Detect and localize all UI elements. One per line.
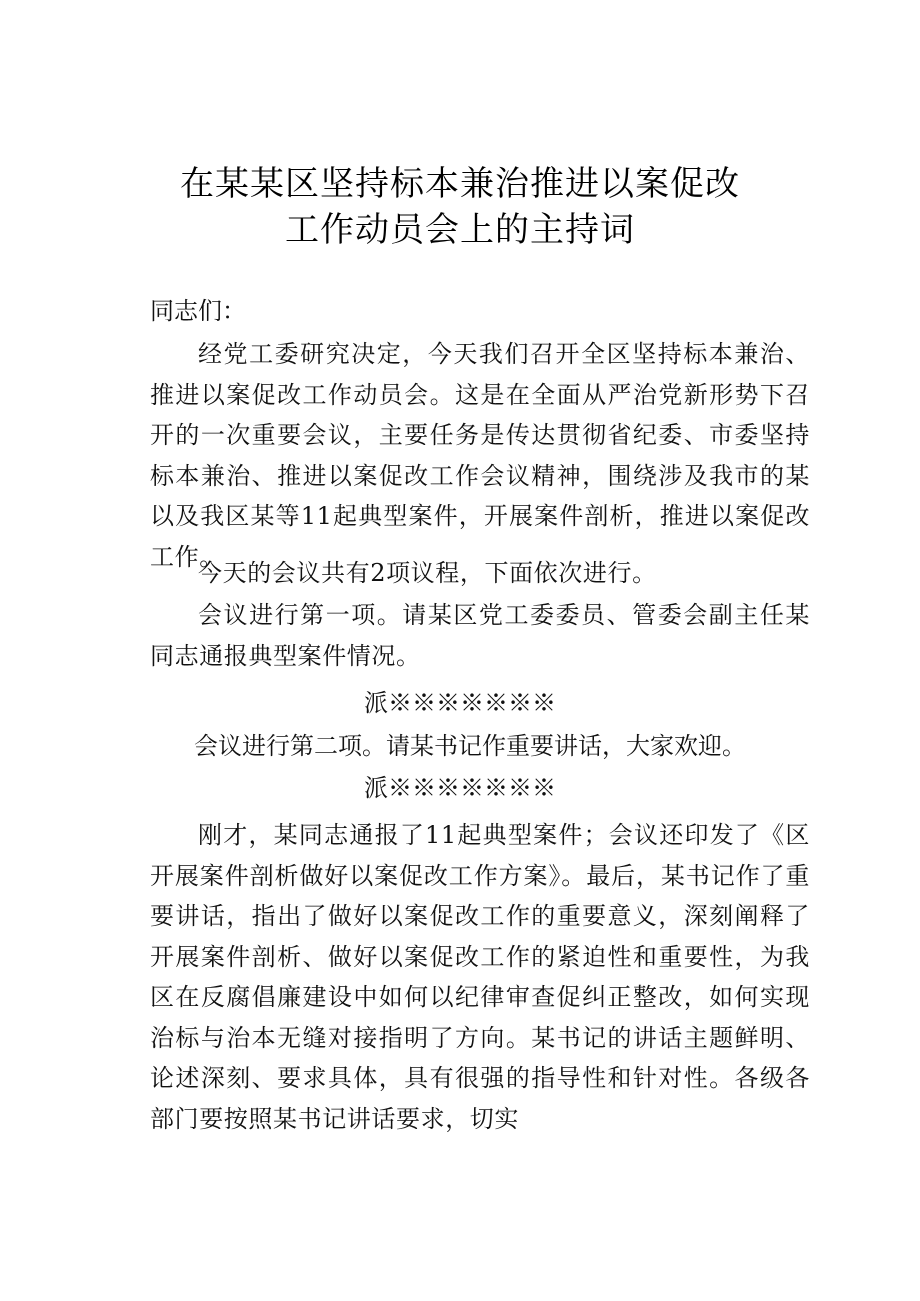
document-title-line-1: 在某某区坚持标本兼治推进以案促改: [180, 164, 740, 204]
salutation: 同志们：: [150, 297, 246, 325]
paragraph-item-one: 会议进行第一项。请某区党工委委员、管委会副主任某同志通报典型案件情况。: [150, 601, 810, 670]
paragraph-item-two: 会议进行第二项。请某书记作重要讲话，大家欢迎。: [194, 732, 746, 760]
paragraph-agenda: 今天的会议共有2项议程，下面依次进行。: [198, 559, 657, 587]
paragraph-opening: 经党工委研究决定，今天我们召开全区坚持标本兼治、推进以案促改工作动员会。这是在全面从严治党新形势下召开的一次重要会议，主要任务是传达贯彻省纪委、市委坚持标本兼治、推进以案促改工作会议精神，围绕涉及我市的某以及我区某等11起典型案件，开展案件剖析，推进以案促改工作。: [150, 340, 810, 571]
redacted-placeholder: 派※※※※※※※: [364, 689, 556, 717]
redacted-placeholder: 派※※※※※※※: [364, 774, 556, 802]
paragraph-summary: 刚才，某同志通报了11起典型案件；会议还印发了《区开展案件剖析做好以案促改工作方案》。最后，某书记作了重要讲话，指出了做好以案促改工作的重要意义，深刻阐释了开展案件剖析、做好以案促改工作的紧迫性和重要性，为我区在反腐倡廉建设中如何以纪律审查促纠正整改，如何实现治标与治本无缝对接指明了方向。某书记的讲话主题鲜明、论述深刻、要求具体，具有很强的指导性和针对性。各级各部门要按照某书记讲话要求，切实: [150, 821, 810, 1133]
document-title-line-2: 工作动员会上的主持词: [285, 210, 635, 250]
